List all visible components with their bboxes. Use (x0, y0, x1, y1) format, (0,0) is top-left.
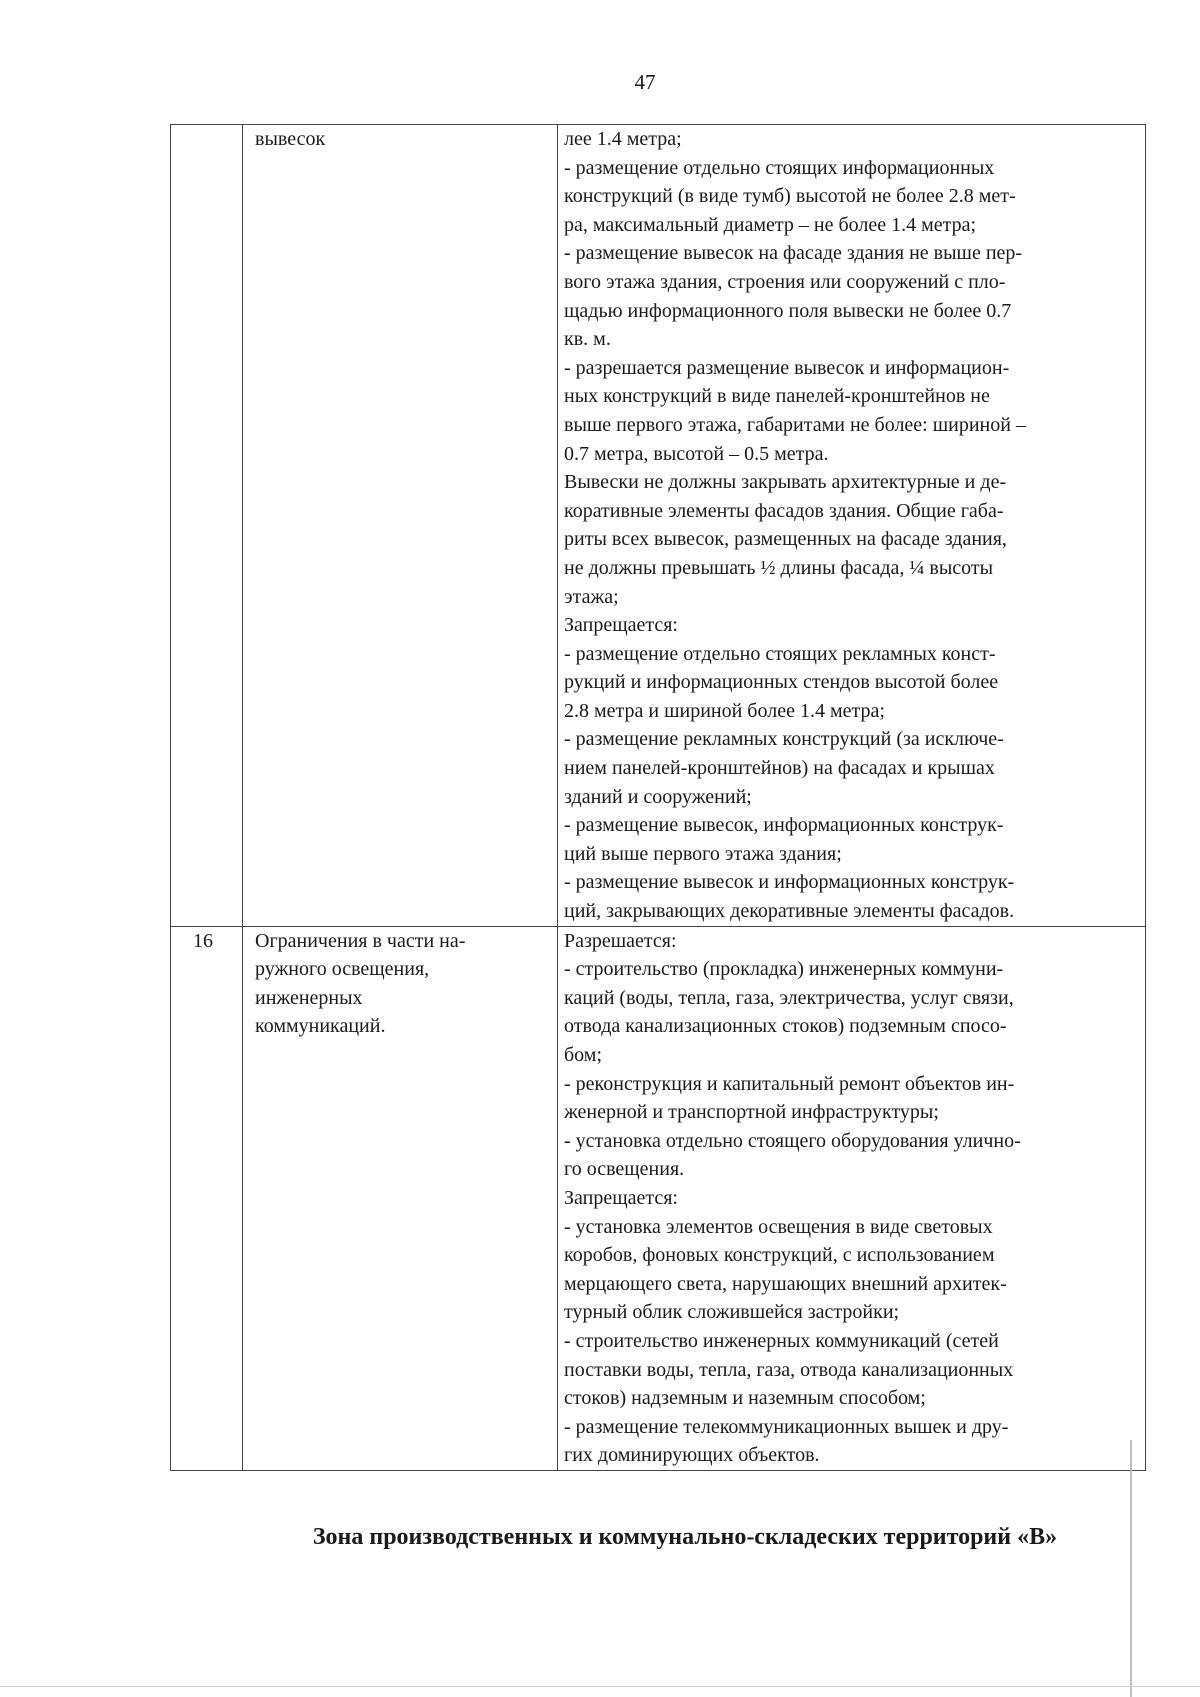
description-line: - строительство инженерных коммуникаций (сетей (564, 1329, 999, 1352)
description-line: - размещение вывесок и информационных конструк- (564, 871, 1015, 894)
description-line: турный облик сложившейся застройки; (564, 1301, 900, 1324)
description-line: - размещение вывесок на фасаде здания не выше пер- (564, 242, 1023, 265)
description-line: - реконструкция и капитальный ремонт объектов ин- (564, 1072, 1015, 1095)
description-line: коративные элементы фасадов здания. Общие габа- (564, 499, 1004, 522)
description-line: ций, закрывающих декоративные элементы фасадов. (564, 900, 1015, 923)
description-line: мерцающего света, нарушающих внешний архитек- (564, 1272, 1007, 1295)
description-line: - разрешается размещение вывесок и информацион- (564, 356, 1010, 379)
description-line: поставки воды, тепла, газа, отвода канализационных (564, 1358, 1014, 1381)
description-line: выше первого этажа, габаритами не более: шириной – (564, 413, 1026, 436)
row-number-cell: 16 (171, 926, 243, 1470)
table-body (171, 125, 1146, 1471)
description-line: - строительство (прокладка) инженерных коммуни- (564, 958, 1004, 981)
row-description-cell (558, 125, 1146, 927)
table-row (171, 926, 1146, 1470)
description-line: - размещение отдельно стоящих информационных (564, 156, 995, 179)
description-line: стоков) надземным и наземным способом; (564, 1387, 926, 1410)
description-line: Запрещается: (564, 614, 678, 637)
description-line: не должны превышать ½ длины фасада, ¼ высоты (564, 556, 994, 579)
description-line: го освещения. (564, 1158, 685, 1181)
name-line: инженерных (255, 986, 363, 1009)
description-line: риты всех вывесок, размещенных на фасаде здания, (564, 528, 1007, 551)
name-line: Ограничения в части на- (255, 929, 466, 952)
description-line: ра, максимальный диаметр – не более 1.4 метра; (564, 213, 977, 236)
description-line: - размещение рекламных конструкций (за исключе- (564, 728, 1004, 751)
description-line: 0.7 метра, высотой – 0.5 метра. (564, 442, 829, 465)
description-line: женерной и транспортной инфраструктуры; (564, 1101, 939, 1124)
description-line: Запрещается: (564, 1186, 678, 1209)
description-line: щадью информационного поля вывески не более 0.7 (564, 299, 1012, 322)
description-line: гих доминирующих объектов. (564, 1444, 820, 1467)
row-description-cell (558, 926, 1146, 1470)
row-name-cell (243, 926, 558, 1470)
description-line: лее 1.4 метра; (564, 128, 682, 150)
description-line: каций (воды, тепла, газа, электричества, услуг связи, (564, 986, 1014, 1009)
row-number-cell (171, 125, 243, 927)
description-line: конструкций (в виде тумб) высотой не более 2.8 мет- (564, 185, 1016, 208)
description-line: - размещение вывесок, информационных конструк- (564, 814, 1004, 837)
description-line: рукций и информационных стендов высотой более (564, 671, 999, 694)
scan-edge-line (1130, 1440, 1132, 1697)
name-line: ружного освещения, (255, 958, 430, 981)
description-line: 2.8 метра и шириной более 1.4 метра; (564, 699, 885, 722)
page-number: 47 (634, 70, 656, 94)
description-line: коробов, фоновых конструкций, с использованием (564, 1244, 995, 1267)
description-line: вого этажа здания, строения или сооружений с пло- (564, 270, 1006, 293)
name-line: вывесок (255, 128, 326, 150)
description-line: Разрешается: (564, 929, 677, 952)
description-line: - установка отдельно стоящего оборудования улично- (564, 1129, 1021, 1152)
regulations-table (170, 124, 1146, 1471)
row-name-cell (243, 125, 558, 927)
description-line: - установка элементов освещения в виде световых (564, 1215, 993, 1238)
description-line: этажа; (564, 585, 619, 608)
table-row (171, 125, 1146, 927)
description-line: Вывески не должны закрывать архитектурные и де- (564, 471, 1007, 494)
scan-bottom-line (0, 1686, 1200, 1687)
description-line: ных конструкций в виде панелей-кронштейнов не (564, 385, 990, 408)
description-line: отвода канализационных стоков) подземным спосо- (564, 1015, 1007, 1038)
description-line: - размещение телекоммуникационных вышек и дру- (564, 1415, 1009, 1438)
description-line: кв. м. (564, 328, 611, 351)
description-line: бом; (564, 1044, 603, 1066)
description-line: зданий и сооружений; (564, 785, 752, 808)
description-line: ций выше первого этажа здания; (564, 842, 842, 865)
description-line: - размещение отдельно стоящих рекламных конст- (564, 642, 996, 665)
description-line: нием панелей-кронштейнов) на фасадах и крышах (564, 757, 995, 780)
name-line: коммуникаций. (255, 1015, 386, 1038)
zone-heading: Зона производственных и коммунально-складеских территорий «В» (312, 1524, 1058, 1550)
